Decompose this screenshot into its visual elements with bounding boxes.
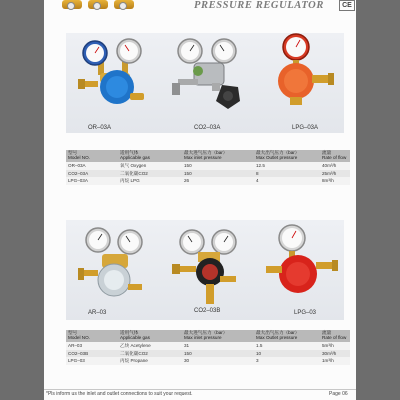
table-row <box>66 350 350 358</box>
table-cell: 10 <box>254 350 320 358</box>
product-label-lpg-03a: LPG–03A <box>292 125 319 131</box>
spec-table-top <box>66 150 350 185</box>
catalog-page <box>44 0 356 400</box>
table-cell: AR–03 <box>66 342 118 350</box>
table-cell: 31 <box>182 342 254 350</box>
table-header-cell: 型号 Model NO. <box>66 330 118 342</box>
table-cell: 8m³/h <box>320 177 350 185</box>
regulator-co2-03a-image <box>170 35 250 117</box>
table-cell: OR–03A <box>66 162 118 170</box>
page-number: Page 06 <box>329 391 348 397</box>
product-label-or-03a: OR–03A <box>88 125 112 131</box>
table-row <box>66 177 350 185</box>
regulator-ar-03-image <box>76 224 156 302</box>
table-cell: 1.5 <box>254 342 320 350</box>
header-thumb-regulator <box>114 0 134 9</box>
product-label-ar-03: AR–03 <box>88 310 107 316</box>
table-cell: LPG–03 <box>66 357 118 365</box>
table-row <box>66 170 350 178</box>
regulator-co2-03b-image <box>170 226 250 306</box>
product-photo-panel-top <box>66 33 344 133</box>
table-cell: 26 <box>182 177 254 185</box>
header-thumb-regulator <box>62 0 82 9</box>
table-header-cell: 型号 Model NO. <box>66 150 118 162</box>
table-cell: 8 <box>254 170 320 178</box>
table-cell: 氧气 Oxygen <box>118 162 182 170</box>
table-cell: 二氧化碳CO2 <box>118 170 182 178</box>
table-header-row <box>66 330 350 342</box>
table-cell: 二氧化碳CO2 <box>118 350 182 358</box>
table-cell: 25m³/h <box>320 170 350 178</box>
table-header-row <box>66 150 350 162</box>
table-header-cell: 流量 Rate of flow <box>320 150 350 162</box>
footer-note: *Pls inform us the inlet and outlet connections to suit your request. <box>46 391 193 397</box>
table-header-cell: 最大进气压力（bar） Max inlet pressure <box>182 150 254 162</box>
table-header-cell: 最大进气压力（bar） Max inlet pressure <box>182 330 254 342</box>
table-row <box>66 357 350 365</box>
table-row <box>66 342 350 350</box>
table-cell: 30 <box>182 357 254 365</box>
spec-table-bottom <box>66 330 350 365</box>
table-cell: 150 <box>182 162 254 170</box>
table-cell: 丙烷 Propane <box>118 357 182 365</box>
table-header-cell: 最大出气压力（bar） Max Outlet pressure <box>254 330 320 342</box>
table-header-cell: 适用气体 Applicable gas <box>118 330 182 342</box>
table-row <box>66 162 350 170</box>
regulator-lpg-03a-image <box>264 31 344 115</box>
product-label-co2-03b: CO2–03B <box>194 308 221 314</box>
table-cell: 乙炔 Acetylene <box>118 342 182 350</box>
table-cell: 12.5 <box>254 162 320 170</box>
product-photo-panel-bottom <box>66 220 344 320</box>
table-cell: 150 <box>182 170 254 178</box>
product-label-lpg-03: LPG–03 <box>294 310 317 316</box>
table-cell: 30m³/h <box>320 350 350 358</box>
table-header-cell: 适用气体 Applicable gas <box>118 150 182 162</box>
table-cell: 3 <box>254 357 320 365</box>
table-cell: 1m³/h <box>320 357 350 365</box>
table-header-cell: 流量 Rate of flow <box>320 330 350 342</box>
table-cell: CO2–03B <box>66 350 118 358</box>
header-thumb-regulator <box>88 0 108 9</box>
table-cell: 丙烷 LPG <box>118 177 182 185</box>
table-cell: 150 <box>182 350 254 358</box>
ce-mark-logo: CE <box>339 0 355 11</box>
regulator-or-03a-image <box>74 35 154 115</box>
table-header-cell: 最大出气压力（bar） Max Outlet pressure <box>254 150 320 162</box>
footer-divider <box>44 389 356 390</box>
header-strip <box>62 0 356 12</box>
table-cell: 4 <box>254 177 320 185</box>
table-cell: 40m³/h <box>320 162 350 170</box>
table-cell: 5m³/h <box>320 342 350 350</box>
table-cell: CO2–03A <box>66 170 118 178</box>
page-title: PRESSURE REGULATOR <box>194 0 324 11</box>
regulator-lpg-03-image <box>262 222 344 306</box>
table-cell: LPG–03A <box>66 177 118 185</box>
product-label-co2-03a: CO2–03A <box>194 125 221 131</box>
